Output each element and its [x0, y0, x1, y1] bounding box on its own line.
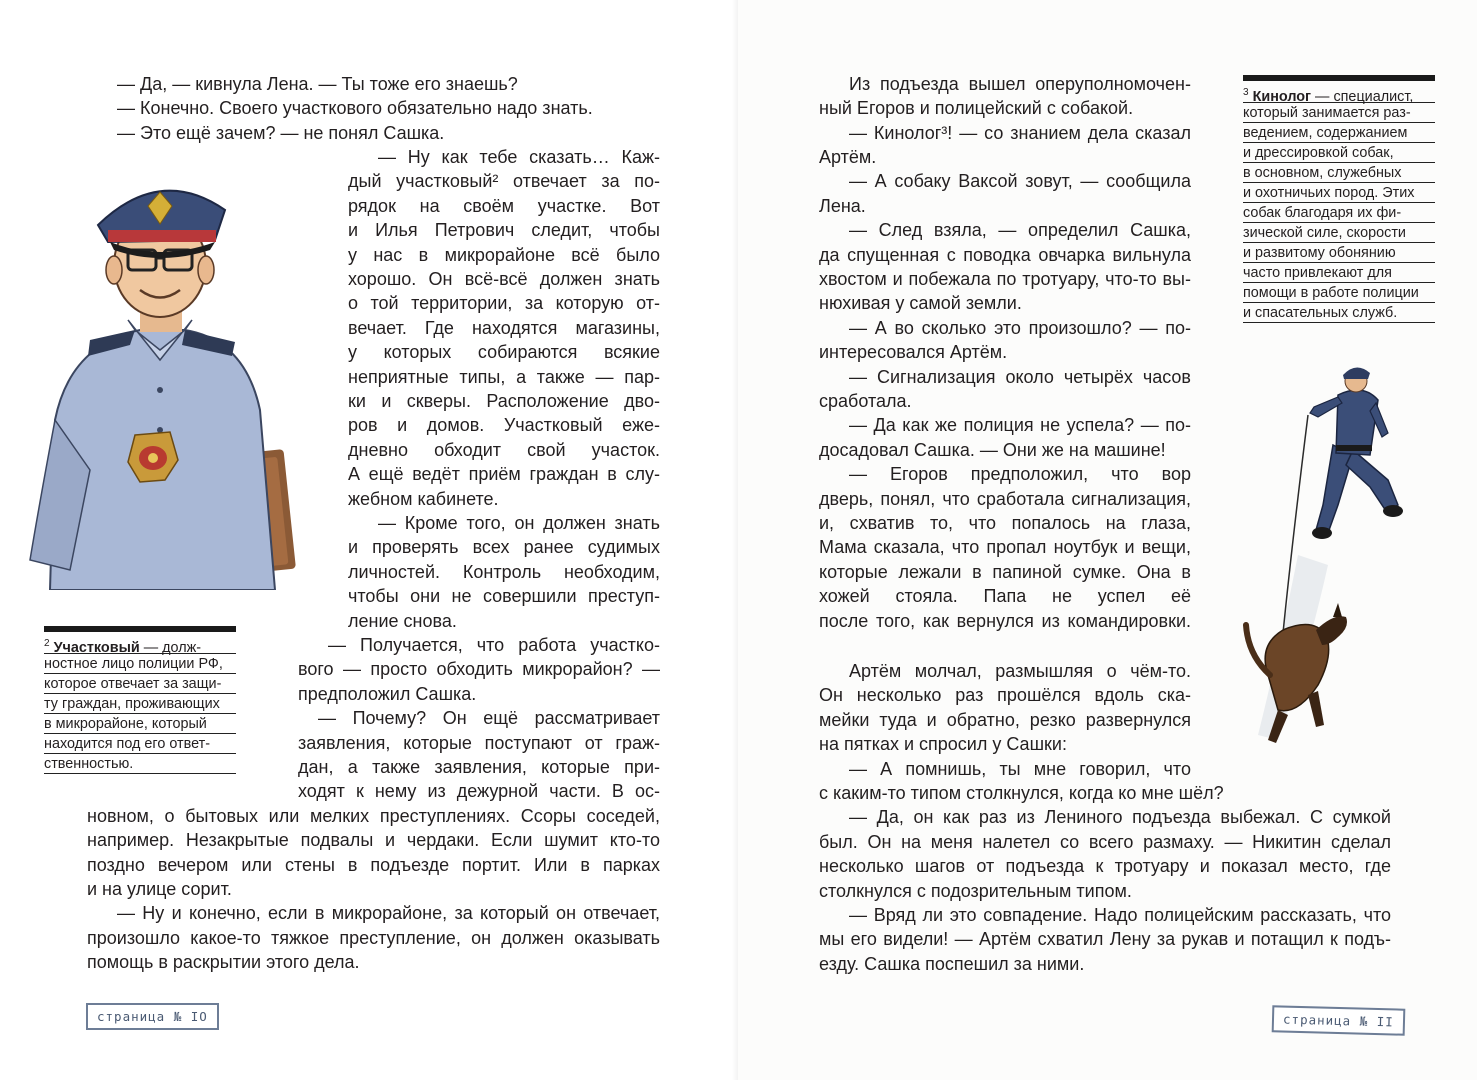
footnote-line: ностное лицо полиции РФ, — [44, 654, 236, 674]
text-line: — Вряд ли это совпадение. Надо полицейским рассказать, что — [849, 905, 1391, 925]
text-line: дневно обходит свой участок. — [348, 440, 660, 460]
text-line: несколько шагов от подъезда к тротуару и показал место, где — [819, 856, 1391, 876]
text-line: Артём. — [819, 147, 877, 167]
page-number-stamp: страница № IO — [86, 1003, 219, 1030]
text-line: личностей. Контроль необходим, — [348, 562, 660, 582]
text-line: — След взяла, — определил Сашка, — [849, 220, 1191, 240]
left-page — [0, 0, 738, 1080]
text-line: заявления, которые поступают от граж- — [298, 733, 660, 753]
text-line: — А во сколько это произошло? — по- — [849, 318, 1191, 338]
text-line: вого — просто обходить микрорайон? — — [298, 659, 660, 679]
footnote-bar — [1243, 75, 1435, 81]
text-line: Лена. — [819, 196, 866, 216]
text-line: ление снова. — [348, 611, 457, 631]
text-line: — Кинолог³! — со знанием дела сказал — [849, 123, 1191, 143]
text-line: — Егоров предположил, что вор — [849, 464, 1191, 484]
text-line: Он несколько раз прошёлся вдоль ска- — [819, 685, 1191, 705]
text-line: дый участковый² отвечает за по- — [348, 171, 660, 191]
footnote-line: ведением, содержанием — [1243, 123, 1435, 143]
footnote-line: помощи в работе полиции — [1243, 283, 1435, 303]
text-line: ходят к нему из дежурной части. В ос- — [298, 781, 660, 801]
text-line: и проверять всех ранее судимых — [348, 537, 660, 557]
footnote-line: и дрессировкой собак, — [1243, 143, 1435, 163]
footnote-line: и охотничьих пород. Этих — [1243, 183, 1435, 203]
text-line: дверь, понял, что сработала сигнализация, — [819, 489, 1191, 509]
text-line: интересовался Артём. — [819, 342, 1008, 362]
text-line: — А помнишь, ты мне говорил, что — [849, 759, 1191, 779]
footnote-line: собак благодаря их фи- — [1243, 203, 1435, 223]
text-line: например. Незакрытые подвалы и чердаки. Если шумит кто-то — [87, 830, 660, 850]
text-line: мы его видели! — Артём схватил Лену за рукав и потащил к подъ- — [819, 929, 1391, 949]
footnote-bar — [44, 626, 236, 632]
text-line: сработала. — [819, 391, 912, 411]
text-line: — Ну как тебе сказать… Каж- — [378, 147, 660, 167]
footnote-uchastkovy — [44, 626, 236, 778]
text-line: — Получается, что работа участко- — [328, 635, 660, 655]
text-line: — Это ещё зачем? — не понял Сашка. — [117, 123, 445, 143]
text-line: у которых собираются всякие — [348, 342, 660, 362]
text-line: и, схватив то, что попалось на глаза, — [819, 513, 1191, 533]
footnote-number: 3 — [1243, 87, 1249, 98]
text-line: помощь в раскрытии этого дела. — [87, 952, 360, 972]
footnote-line: и спасательных служб. — [1243, 303, 1435, 323]
text-line: хвостом и побежала по тротуару, что-то вы- — [819, 269, 1191, 289]
text-line: о той территории, за которую от- — [348, 293, 660, 313]
text-line: столкнулся с подозрительным типом. — [819, 881, 1132, 901]
dog-handler-illustration — [1238, 355, 1473, 770]
footnote-number: 2 — [44, 638, 50, 649]
footnote-line: ственностью. — [44, 754, 236, 774]
footnote-line: находится под его ответ- — [44, 734, 236, 754]
page-number-stamp: страница № II — [1272, 1005, 1406, 1035]
text-line: дан, а также заявления, которые при- — [298, 757, 660, 777]
text-line: ный Егоров и полицейский с собакой. — [819, 98, 1134, 118]
footnote-line: в основном, служебных — [1243, 163, 1435, 183]
text-line: на пятках и спросил у Сашки: — [819, 734, 1067, 754]
police-officer-illustration — [10, 170, 310, 590]
text-line: был. Он на меня налетел со всего размаху. — Никитин сделал — [819, 832, 1391, 852]
text-line: и на улице сорит. — [87, 879, 232, 899]
text-line: мейки туда и обратно, резко развернулся — [819, 710, 1191, 730]
footnote-text: — долж- — [139, 640, 202, 656]
text-line: хорошо. Он всё-всё должен знать — [348, 269, 660, 289]
text-line: — Ну и конечно, если в микрорайоне, за который он отвечает, — [117, 903, 660, 923]
text-line: Мама сказала, что пропал ноутбук и вещи, — [819, 537, 1191, 557]
text-line: вечает. Где находятся магазины, — [348, 318, 660, 338]
footnote-line: часто привлекают для — [1243, 263, 1435, 283]
text-line: чтобы они не совершили преступ- — [348, 586, 660, 606]
text-line: — Почему? Он ещё рассматривает — [318, 708, 660, 728]
text-line: после того, как вернулся из командировки. — [819, 611, 1191, 631]
text-line: с каким-то типом столкнулся, когда ко мне шёл? — [819, 783, 1224, 803]
footnote-line: и развитому обонянию — [1243, 243, 1435, 263]
footnote-line: который занимается раз- — [1243, 103, 1435, 123]
footnote-term: Участковый — [53, 640, 140, 656]
text-line: Из подъезда вышел оперуполномочен- — [849, 74, 1191, 94]
text-line: рядок на своём участке. Вот — [348, 196, 660, 216]
footnote-term: Кинолог — [1252, 89, 1312, 105]
text-line: Артём молчал, размышляя о чём-то. — [849, 661, 1191, 681]
footnote-line: которое отвечает за защи- — [44, 674, 236, 694]
text-line: ки и скверы. Расположение дво- — [348, 391, 660, 411]
text-line: — Кроме того, он должен знать — [378, 513, 660, 533]
footnote-line — [1243, 83, 1435, 103]
text-line: хожей стояла. Папа не успел её — [819, 586, 1191, 606]
text-line: — Да, он как раз из Лениного подъезда выбежал. С сумкой — [849, 807, 1391, 827]
footnote-line: зической силе, скорости — [1243, 223, 1435, 243]
footnote-line: ту граждан, проживающих — [44, 694, 236, 714]
text-line: А ещё ведёт приём граждан в слу- — [348, 464, 660, 484]
footnote-text: — специалист, — [1311, 89, 1414, 105]
text-line: предположил Сашка. — [298, 684, 477, 704]
text-line: — Да, — кивнула Лена. — Ты тоже его знаешь? — [117, 74, 518, 94]
text-line: у нас в микрорайоне всё было — [348, 245, 660, 265]
text-line: произошло какое-то тяжкое преступление, он должен оказывать — [87, 928, 660, 948]
text-line: поздно вечером или стены в подъезде портит. Или в парках — [87, 855, 660, 875]
footnote-kinolog — [1243, 75, 1435, 325]
text-line: досадовал Сашка. — Они же на машине! — [819, 440, 1166, 460]
text-line: ров и домов. Участковый еже- — [348, 415, 660, 435]
text-line: неприятные типы, а также — пар- — [348, 367, 660, 387]
footnote-line: в микрорайоне, который — [44, 714, 236, 734]
footnote-line — [44, 634, 236, 654]
text-line: — А собаку Ваксой зовут, — сообщила — [849, 171, 1191, 191]
text-line: жебном кабинете. — [348, 489, 499, 509]
text-line: нюхивая у самой земли. — [819, 293, 1022, 313]
text-line: да спущенная с поводка овчарка вильнула — [819, 245, 1191, 265]
text-line: и Илья Петрович следит, чтобы — [348, 220, 660, 240]
text-line: езду. Сашка поспешил за ними. — [819, 954, 1085, 974]
right-page — [738, 0, 1477, 1080]
text-line: — Конечно. Своего участкового обязательно надо знать. — [117, 98, 593, 118]
text-line: которые лежали в папиной сумке. Она в — [819, 562, 1191, 582]
text-line: новном, о бытовых или мелких преступлениях. Ссоры соседей, — [87, 806, 660, 826]
text-line: — Сигнализация около четырёх часов — [849, 367, 1191, 387]
text-line: — Да как же полиция не успела? — по- — [849, 415, 1191, 435]
